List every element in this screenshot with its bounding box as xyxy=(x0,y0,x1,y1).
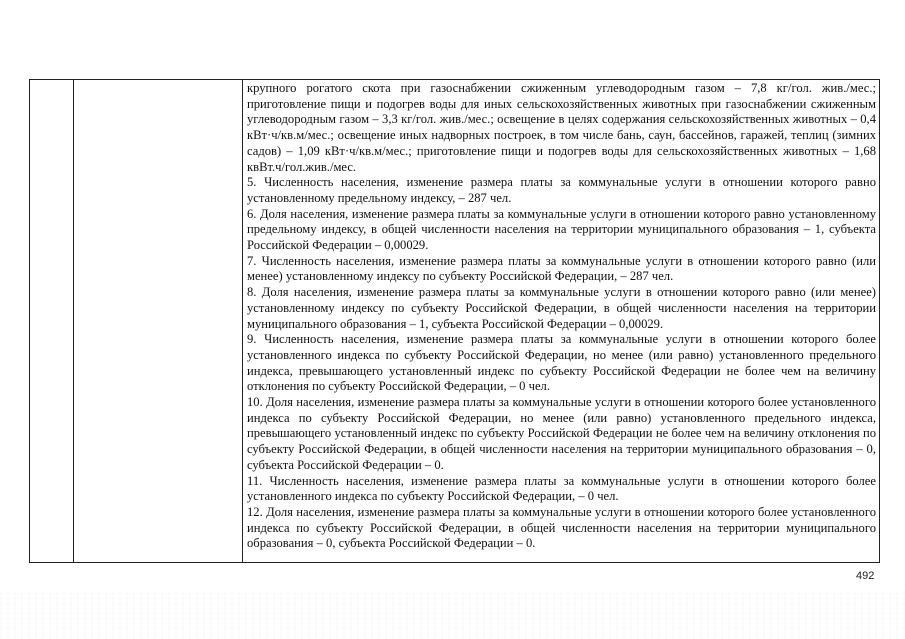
scan-noise xyxy=(0,590,905,639)
paragraph-item-5: 5. Численность населения, изменение размера платы за коммунальные услуги в отношении которого равно установленному предельному индексу, – 287 чел. xyxy=(247,175,876,205)
document-table xyxy=(29,79,880,563)
table-cell-name xyxy=(74,80,243,563)
paragraph-item-12: 12. Доля населения, изменение размера платы за коммунальные услуги в отношении которого более установленного индекса по субъекту Российской Федерации, в общей численности населения на территории муниципального образования – 0, субъекта Российской Федерации – 0. xyxy=(247,504,876,551)
table-cell-description xyxy=(243,80,880,563)
paragraph-item-9: 9. Численность населения, изменение размера платы за коммунальные услуги в отношении которого более установленного индекса по субъекту Российской Федерации, но менее (или равно) установленного предельного индекса, превышающего установленный индекс по субъекту Российской Федерации не более чем на величину отклонения по субъекту Российской Федерации, – 0 чел. xyxy=(247,332,876,394)
paragraph-item-10: 10. Доля населения, изменение размера платы за коммунальные услуги в отношении которого более установленного индекса по субъекту Российской Федерации, но менее (или равно) установленного предельного индекса, превышающего установленный индекс по субъекту Российской Федерации не более чем на величину отклонения по субъекту Российской Федерации, в общей численности населения на территории муниципального образования – 0, субъекта Российской Федерации – 0. xyxy=(247,395,876,472)
table-row xyxy=(30,80,880,563)
page-number: 492 xyxy=(856,570,875,582)
paragraph-item-7: 7. Численность населения, изменение размера платы за коммунальные услуги в отношении которого равно (или менее) установленному индексу по субъекту Российской Федерации, – 287 чел. xyxy=(247,253,876,284)
paragraph-item-6: 6. Доля населения, изменение размера платы за коммунальные услуги в отношении которого равно установленному предельному индексу, в общей численности населения на территории муниципального образования – 1, субъекта Российской Федерации – 0,00029. xyxy=(247,206,876,253)
table-cell-number xyxy=(30,80,74,563)
paragraph-item-8: 8. Доля населения, изменение размера платы за коммунальные услуги в отношении которого равно (или менее) установленному индексу по субъекту Российской Федерации, в общей численности населения на территории муниципального образования – 1, субъекта Российской Федерации – 0,00029. xyxy=(247,285,876,331)
paragraph-continuation: крупного рогатого скота при газоснабжении сжиженным углеводородным газом – 7,8 кг/гол. жив./мес.; приготовление пищи и подогрев воды для иных сельскохозяйственных животных при газоснабжении сжиженным углеводородным газом – 3,3 кг/гол. жив./мес.; освещение в целях содержания сельскохозяйственных животных – 0,4 кВт·ч/кв.м/мес.; освещение иных надворных построек, в том числе бань, саун, бассейнов, гаражей, теплиц (зимних садов) – 1,09 кВт·ч/кв.м/мес.; приготовление пищи и подогрев воды для сельскохозяйственных животных – 1,68 квВт.ч/гол.жив./мес. xyxy=(247,81,876,174)
paragraph-item-11: 11. Численность населения, изменение размера платы за коммунальные услуги в отношении которого более установленного индекса по субъекту Российской Федерации, – 0 чел. xyxy=(247,473,876,504)
